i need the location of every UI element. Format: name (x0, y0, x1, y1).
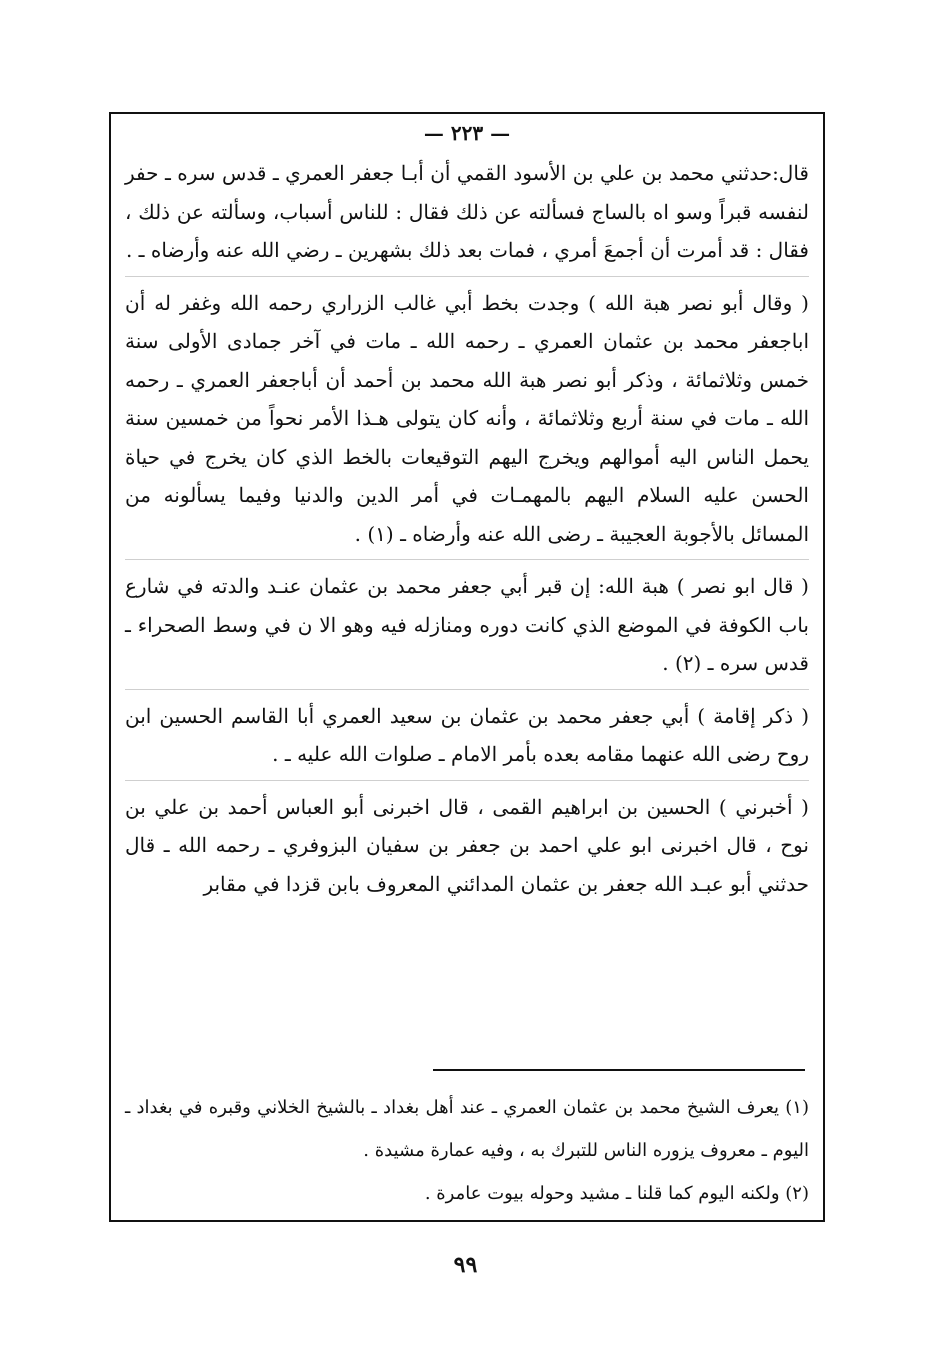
paragraph-5: ( أخبرني ) الحسين بن ابراهيم القمى ، قال اخبرنى أبو العباس أحمد بن علي بن نوح ، قال اخبرنى ابو علي احمد بن جعفر بن سفيان البزوفري ـ رحمه الله ـ قال حدثني أبو عبـد الله جعفر بن عثمان المدائني المعروف بابن قزدا في مقابر (125, 794, 809, 896)
footnote-1: (١) يعرف الشيخ محمد بن عثمان العمري ـ عند أهل بغداد ـ بالشيخ الخلاني وقبره في بغداد ـ اليوم ـ معروف يزوره الناس للتبرك به ، وفيه عمارة مشيدة . (125, 1097, 809, 1161)
footnotes (125, 1086, 809, 1215)
page-frame (109, 112, 825, 1222)
running-header: — ٢٢٣ — (423, 121, 511, 145)
main-text (125, 154, 809, 916)
paragraph-3: ( قال ابو نصر ) هبة الله: إن قبر أبي جعفر محمد بن عثمان عنـد والدته في شارع باب الكوفة في الموضع الذي كانت دوره ومنازله فيه وهو الا ن في وسط الصحراء ـ قدس سره ـ (٢) . (125, 567, 809, 690)
paragraph-4: ( ذكر إقامة ) أبي جعفر محمد بن عثمان بن سعيد العمري أبا القاسم الحسين ابن روح رضى الله عنهما مقامه بعده بأمر الامام ـ صلوات الله عليه ـ . (125, 697, 809, 781)
paragraph-2: ( وقال أبو نصر هبة الله ) وجدت بخط أبي غالب الزراري رحمه الله وغفر له أن اباجعفر محمد بن عثمان العمري ـ رحمه الله ـ مات في آخر جمادى الأولى سنة خمس وثلاثمائة ، وذكر أبو نصر هبة الله محمد بن أحمد أن أباجعفر العمري ـ رحمه الله ـ مات في سنة أربع وثلاثمائة ، وأنه كان يتولى هـذا الأمر نحواً من خمسين سنة يحمل الناس اليه أموالهم ويخرج اليهم التوقيعات بالخط الذي كان يخرج في حياة الحسن عليه السلام اليهم بالمهمـات في أمر الدين والدنيا وفيما يسألونه من المسائل بالأجوبة العجيبة ـ رضى الله عنه وأرضاه ـ (١) . (125, 284, 809, 561)
footnote-divider (433, 1069, 805, 1071)
paragraph-1: قال:حدثني محمد بن علي بن الأسود القمي أن أبـا جعفر العمري ـ قدس سره ـ حفر لنفسه قبراً وسو اه بالساج فسألته عن ذلك فقال : للناس أسباب، وسألته عن ذلك ، فقال : قد أمرت أن أجمعَ أمري ، فمات بعد ذلك بشهرين ـ رضي الله عنه وأرضاه ـ . (125, 154, 809, 277)
page-number: ٩٩ (453, 1252, 478, 1278)
footnote-2: (٢) ولكنه اليوم كما قلنا ـ مشيد وحوله بيوت عامرة . (424, 1183, 809, 1204)
